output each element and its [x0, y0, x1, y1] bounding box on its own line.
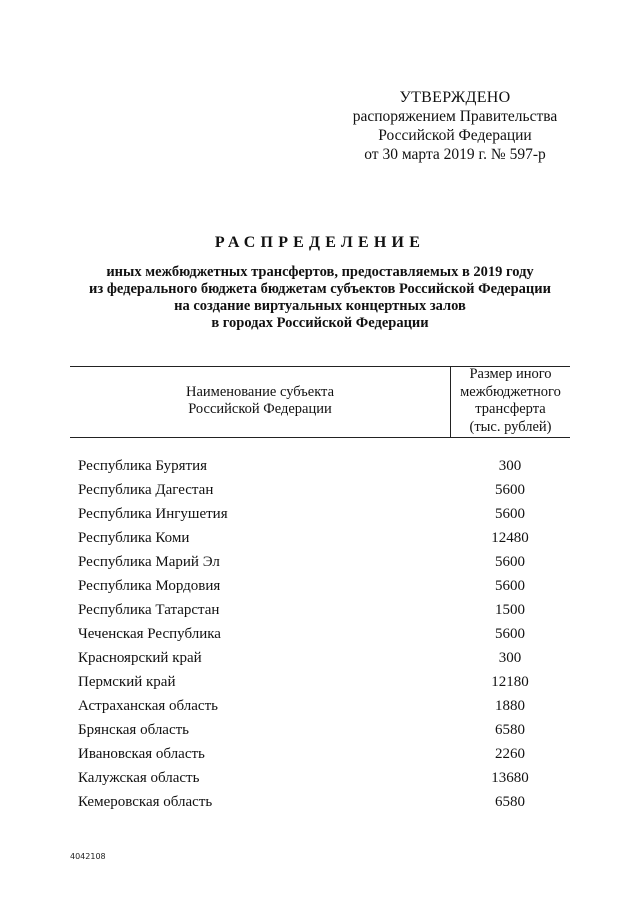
table-row — [78, 598, 570, 622]
table-row — [78, 718, 570, 742]
row-subject-name: Калужская область — [78, 769, 200, 786]
approval-header: УТВЕРЖДЕНО — [399, 89, 511, 106]
subtitle-line-4: в городах Российской Федерации — [211, 315, 429, 331]
subtitle-line-1: иных межбюджетных трансфертов, предоставляемых в 2019 году — [106, 264, 534, 280]
row-subject-name: Пермский край — [78, 673, 176, 690]
row-subject-name: Брянская область — [78, 721, 190, 738]
column-header-subject — [70, 384, 450, 418]
table-row — [78, 550, 570, 574]
table-row — [78, 670, 570, 694]
document-title: РАСПРЕДЕЛЕНИЕ — [214, 234, 426, 251]
column-header-amount-line-3: трансферта — [475, 401, 546, 417]
table-row — [78, 502, 570, 526]
subtitle-line-3: на создание виртуальных концертных залов — [174, 298, 466, 314]
row-amount: 1500 — [495, 601, 525, 618]
column-header-subject-line-2: Российской Федерации — [188, 401, 332, 417]
row-amount: 6580 — [495, 721, 525, 738]
row-subject-name: Республика Мордовия — [78, 577, 221, 594]
column-header-amount — [451, 366, 570, 436]
row-subject-name: Республика Ингушетия — [78, 505, 228, 522]
document-title-block — [60, 234, 580, 332]
row-amount: 5600 — [495, 553, 525, 570]
table-row — [78, 790, 570, 814]
table-row — [78, 526, 570, 550]
row-subject-name: Астраханская область — [78, 697, 218, 714]
table-row — [78, 454, 570, 478]
row-amount: 5600 — [495, 481, 525, 498]
table-row — [78, 574, 570, 598]
row-subject-name: Кемеровская область — [78, 793, 213, 810]
approval-block — [340, 88, 570, 164]
row-amount: 300 — [498, 649, 522, 666]
row-amount: 5600 — [495, 625, 525, 642]
row-subject-name: Республика Коми — [78, 529, 190, 546]
table-row — [78, 766, 570, 790]
table-row — [78, 478, 570, 502]
table-row — [78, 742, 570, 766]
row-subject-name: Республика Марий Эл — [78, 553, 220, 570]
column-header-subject-line-1: Наименование субъекта — [185, 384, 335, 400]
row-subject-name: Республика Бурятия — [78, 457, 208, 474]
row-subject-name: Чеченская Республика — [78, 625, 221, 642]
approval-line-3: от 30 марта 2019 г. № 597-р — [364, 146, 546, 163]
row-amount: 12180 — [491, 673, 529, 690]
row-subject-name: Республика Дагестан — [78, 481, 214, 498]
row-amount: 5600 — [495, 505, 525, 522]
row-subject-name: Республика Татарстан — [78, 601, 220, 618]
table-row — [78, 646, 570, 670]
row-subject-name: Ивановская область — [78, 745, 205, 762]
row-amount: 13680 — [491, 769, 529, 786]
row-amount: 300 — [498, 457, 522, 474]
row-amount: 2260 — [495, 745, 525, 762]
row-amount: 1880 — [495, 697, 525, 714]
table-header-rule — [70, 437, 570, 438]
row-subject-name: Красноярский край — [78, 649, 202, 666]
column-header-amount-line-2: межбюджетного — [460, 383, 561, 400]
table-row — [78, 622, 570, 646]
column-header-amount-line-4: (тыс. рублей) — [469, 418, 552, 435]
document-code: 4042108 — [70, 852, 106, 861]
approval-line-1: распоряжением Правительства — [352, 108, 558, 125]
table-body — [78, 454, 570, 814]
table-row — [78, 694, 570, 718]
row-amount: 5600 — [495, 577, 525, 594]
column-header-amount-line-1: Размер иного — [469, 366, 552, 382]
subtitle-line-2: из федерального бюджета бюджетам субъектов Российской Федерации — [89, 281, 551, 297]
approval-line-2: Российской Федерации — [378, 127, 532, 144]
row-amount: 6580 — [495, 793, 525, 810]
row-amount: 12480 — [491, 529, 529, 546]
